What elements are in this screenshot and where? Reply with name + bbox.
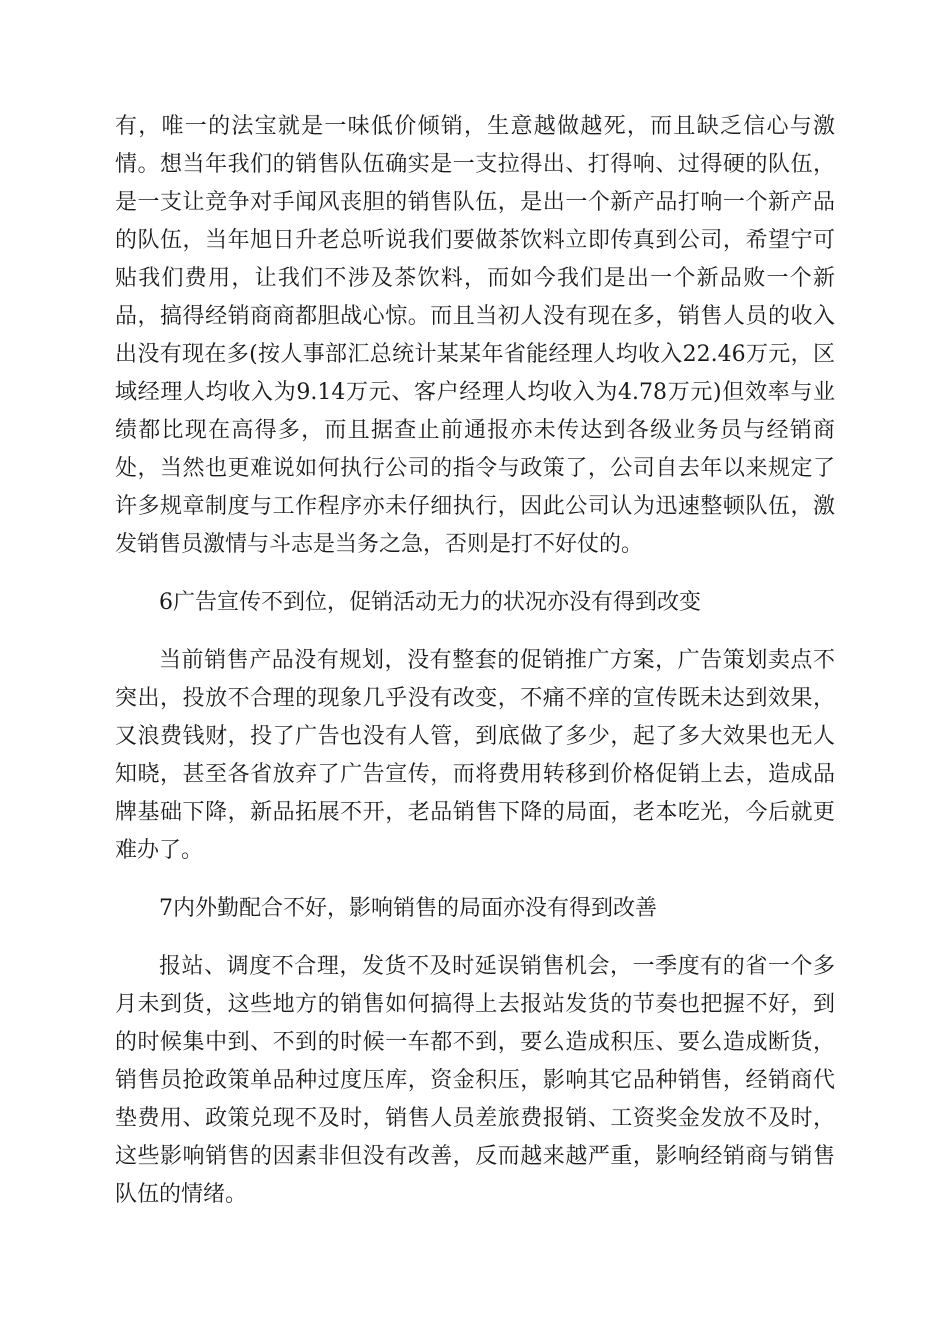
section-heading-6: 6广告宣传不到位，促销活动无力的状况亦没有得到改变 bbox=[159, 590, 701, 615]
body-paragraph-1: 有，唯一的法宝就是一味低价倾销，生意越做越死，而且缺乏信心与激情。想当年我们的销售队伍确实是一支拉得出、打得响、过得硬的队伍，是一支让竞争对手闻风丧胆的销售队伍，是出一个新产品打响一个新产品的队伍，当年旭日升老总听说我们要做茶饮料立即传真到公司，希望宁可贴我们费用，让我们不涉及茶饮料，而如今我们是出一个新品败一个新品，搞得经销商商都胆战心惊。而且当初人没有现在多，销售人员的收入出没有现在多(按人事部汇总统计某某年省能经理人均收入22.46万元，区域经理人均收入为9.14万元、客户经理人均收入为4.78万元)但效率与业绩都比现在高得多，而且据查止前通报亦未传达到各级业务员与经销商处，当然也更难说如何执行公司的指令与政策了，公司自去年以来规定了许多规章制度与工作程序亦未仔细执行，因此公司认为迅速整顿队伍，激发销售员激情与斗志是当务之急，否则是打不好仗的。 bbox=[115, 114, 835, 557]
document-body bbox=[115, 108, 835, 1234]
body-paragraph-3: 报站、调度不合理，发货不及时延误销售机会，一季度有的省一个多月未到货，这些地方的销售如何搞得上去报站发货的节奏也把握不好，到的时候集中到、不到的时候一车都不到，要么造成积压、要么造成断货，销售员抢政策单品种过度压库，资金积压，影响其它品种销售，经销商代垫费用、政策兑现不及时，销售人员差旅费报销、工资奖金发放不及时，这些影响销售的因素非但没有改善，反而越来越严重，影响经销商与销售队伍的情绪。 bbox=[115, 954, 835, 1207]
section-heading-7: 7内外勤配合不好，影响销售的局面亦没有得到改善 bbox=[159, 896, 657, 921]
body-paragraph-2: 当前销售产品没有规划，没有整套的促销推广方案，广告策划卖点不突出，投放不合理的现象几乎没有改变，不痛不痒的宣传既未达到效果，又浪费钱财，投了广告也没有人管，到底做了多少，起了多大效果也无人知晓，甚至各省放弃了广告宣传，而将费用转移到价格促销上去，造成品牌基础下降，新品拓展不开，老品销售下降的局面，老本吃光，今后就更难办了。 bbox=[115, 648, 835, 863]
